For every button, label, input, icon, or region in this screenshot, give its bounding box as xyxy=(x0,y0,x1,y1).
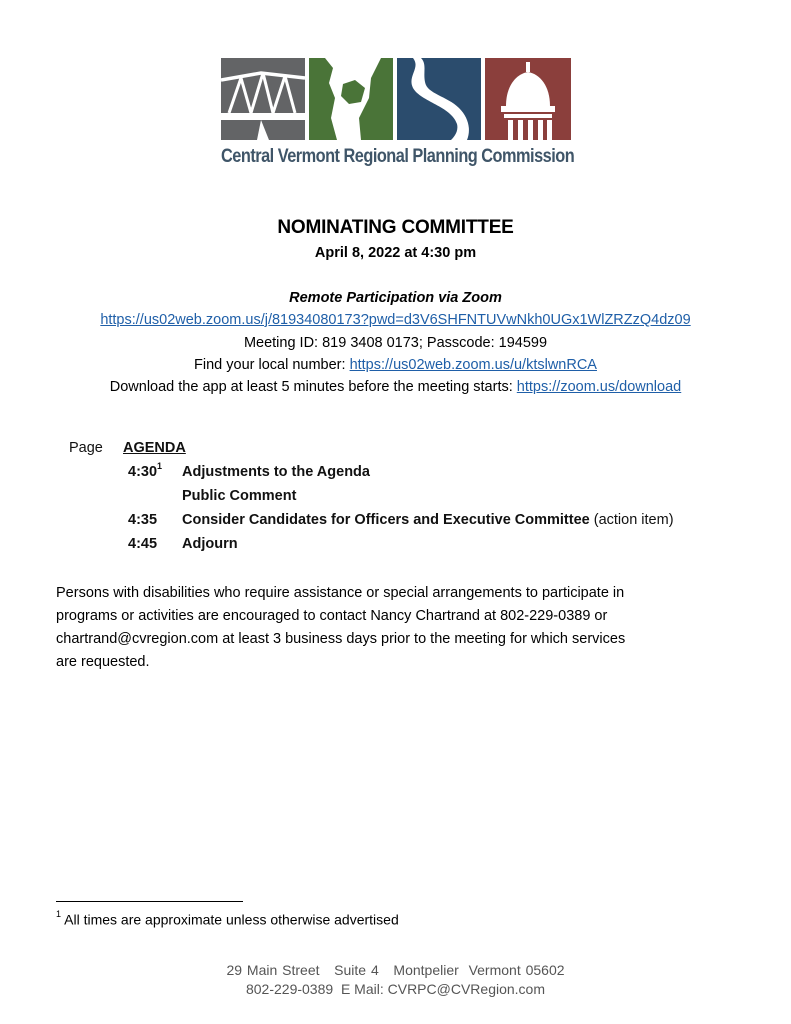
bridge-icon xyxy=(221,58,305,140)
local-number-label: Find your local number: xyxy=(194,357,350,373)
agenda-item-title-text: Consider Candidates for Officers and Executive Committee xyxy=(182,512,590,528)
footnote-number: 1 xyxy=(56,909,62,919)
agenda-item xyxy=(0,461,791,486)
notice-line: Persons with disabilities who require assistance or special arrangements to participate in xyxy=(56,585,625,601)
agenda-time: 4:35 xyxy=(128,512,158,528)
page-title: NOMINATING COMMITTEE xyxy=(277,217,514,238)
remote-heading: Remote Participation via Zoom xyxy=(289,290,502,306)
agenda-heading: AGENDA xyxy=(123,440,186,456)
footnote-ref: 1 xyxy=(157,461,163,471)
agenda-item xyxy=(0,488,791,510)
footer-address: 29 Main Street Suite 4 Montpelier Vermont 05602 xyxy=(226,962,565,978)
meeting-date: April 8, 2022 at 4:30 pm xyxy=(314,245,477,261)
agenda-item-title: Adjustments to the Agenda xyxy=(182,464,370,480)
agenda-item-title xyxy=(182,512,674,528)
logo-graphic xyxy=(221,58,571,140)
local-number-line xyxy=(0,357,791,373)
agenda-item-note: (action item) xyxy=(589,512,674,528)
page-column-label: Page xyxy=(69,440,103,456)
notice-line: programs or activities are encouraged to contact Nancy Chartrand at 802-229-0389 or xyxy=(56,608,608,624)
river-icon xyxy=(397,58,481,140)
agenda-time xyxy=(128,461,163,480)
download-link[interactable]: https://zoom.us/download xyxy=(516,379,682,395)
accessibility-notice xyxy=(56,582,746,674)
org-name: Central Vermont Regional Planning Commission xyxy=(221,146,575,167)
notice-line: are requested. xyxy=(56,654,150,670)
agenda-item xyxy=(0,536,791,558)
download-label: Download the app at least 5 minutes before the meeting starts: xyxy=(109,379,517,395)
footnote-divider xyxy=(56,901,243,902)
footer-contact: 802-229-0389 E Mail: CVRPC@CVRegion.com xyxy=(245,981,545,997)
agenda-item xyxy=(0,512,791,534)
download-line xyxy=(0,379,791,395)
footnote xyxy=(56,911,399,928)
landscape-icon xyxy=(309,58,393,140)
footnote-text: All times are approximate unless otherwise advertised xyxy=(61,911,399,928)
notice-line: chartrand@cvregion.com at least 3 business days prior to the meeting for which services xyxy=(56,631,626,647)
agenda-time: 4:45 xyxy=(128,536,158,552)
meeting-id-line: Meeting ID: 819 3408 0173; Passcode: 194599 xyxy=(243,335,548,351)
zoom-meeting-link[interactable]: https://us02web.zoom.us/j/81934080173?pwd=d3V6SHFNTUVwNkh0UGx1WlZRZzQ4dz09 xyxy=(100,312,691,328)
capitol-icon xyxy=(485,58,571,140)
agenda-item-title: Public Comment xyxy=(182,488,297,504)
cvrpc-logo xyxy=(221,58,575,178)
agenda-time-value: 4:30 xyxy=(128,464,158,480)
local-number-link[interactable]: https://us02web.zoom.us/u/ktslwnRCA xyxy=(349,357,597,373)
agenda-item-title: Adjourn xyxy=(182,536,238,552)
zoom-link-line xyxy=(0,312,791,328)
